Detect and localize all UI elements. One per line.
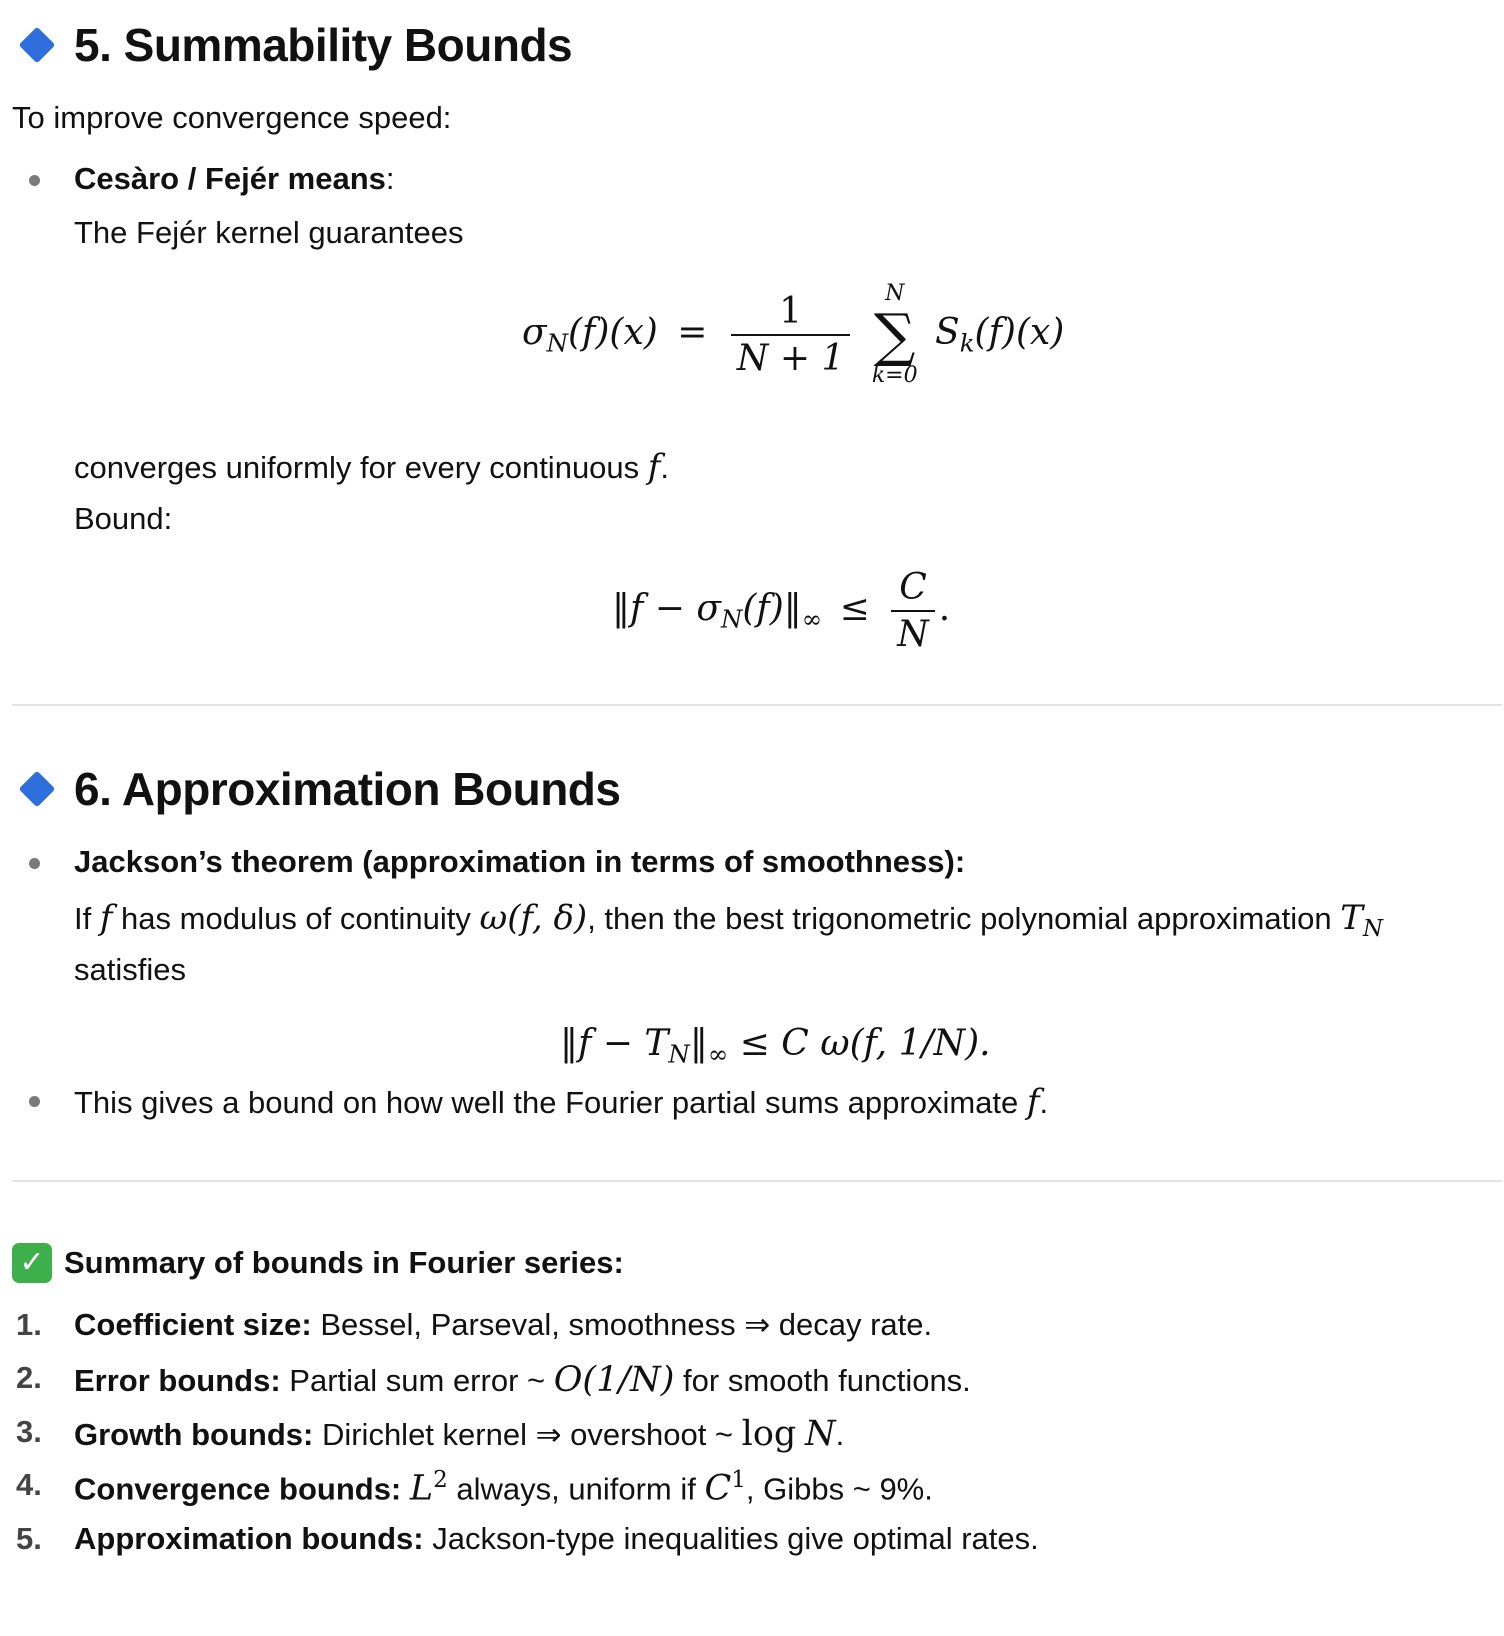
- list-number: 3.: [16, 1414, 42, 1449]
- rhs-args: (f)(x): [974, 312, 1065, 354]
- item-text: Dirichlet kernel ⇒ overshoot ~: [313, 1417, 742, 1452]
- sum-upper-limit: N: [885, 281, 905, 306]
- norm-sigma-subscript: N: [720, 604, 743, 634]
- converges-line: [74, 447, 669, 487]
- c-superscript: 1: [731, 1467, 746, 1493]
- list-number: 4.: [16, 1467, 42, 1502]
- infinity-subscript: ∞: [801, 604, 823, 634]
- t-subscript: N: [668, 1039, 690, 1069]
- list-number: 2.: [16, 1360, 42, 1395]
- divider: [12, 704, 1502, 706]
- period: .: [660, 450, 669, 485]
- item-text-after: , Gibbs ~ 9%.: [745, 1471, 933, 1507]
- bound-label: Bound:: [74, 501, 173, 536]
- infinity-subscript: ∞: [707, 1039, 729, 1069]
- bullet-dot: [29, 1096, 40, 1107]
- if-text: If: [74, 901, 100, 936]
- c-space: C: [704, 1468, 732, 1509]
- norm-lhs-rest: (f)‖: [742, 588, 802, 629]
- jackson-rhs: ≤ C ω(f, 1/N).: [728, 1023, 991, 1064]
- fraction-numerator: 1: [731, 289, 850, 336]
- item-label: Error bounds:: [74, 1363, 281, 1398]
- blue-diamond-icon: [19, 27, 56, 64]
- check-mark-icon: ✓: [12, 1243, 52, 1283]
- fejer-kernel-line: The Fejér kernel guarantees: [74, 215, 464, 250]
- summary-title: Summary of bounds in Fourier series:: [64, 1245, 624, 1280]
- fejer-mean-formula: [522, 282, 1064, 388]
- sum-symbol: ∑: [873, 301, 916, 370]
- l-space: L: [409, 1468, 434, 1509]
- bullet-heading-text: Cesàro / Fejér means: [74, 161, 386, 196]
- fraction-one-over-n-plus-one: [731, 289, 850, 381]
- list-number: 1.: [16, 1307, 42, 1342]
- summation: [872, 282, 918, 388]
- section5-title: 5. Summability Bounds: [74, 19, 573, 71]
- bullet-dot: [29, 175, 40, 186]
- omega-expression: ω(f, δ): [479, 898, 588, 938]
- bullet-dot: [29, 858, 40, 869]
- log-operator: log: [741, 1414, 797, 1454]
- fejer-bound-formula: [612, 565, 950, 657]
- sigma-subscript: N: [546, 328, 568, 358]
- lhs-args: (f)(x): [568, 312, 658, 354]
- item-text: Bessel, Parseval, smoothness ⇒ decay rate.: [311, 1307, 933, 1342]
- fraction-denominator: N: [897, 614, 929, 655]
- jackson-body-line2: satisfies: [74, 952, 186, 987]
- list-item: [74, 1467, 933, 1509]
- norm-lhs: ‖f − σ: [612, 588, 721, 629]
- item-text-after: for smooth functions.: [674, 1363, 971, 1398]
- jackson-body-line1: [74, 898, 1383, 942]
- item-text: always, uniform if: [447, 1471, 705, 1507]
- jackson-formula: [560, 1023, 991, 1068]
- best-approx-text: , then the best trigonometric polynomial approximation: [587, 901, 1341, 936]
- partial-sum-symbol: S: [935, 312, 960, 354]
- divider: [12, 1180, 1502, 1182]
- sum-lower-limit: k=0: [871, 363, 918, 389]
- bound-on-partial-sums: [74, 1082, 1048, 1122]
- modulus-text: has modulus of continuity: [112, 901, 480, 936]
- bullet-cesaro-heading: [74, 161, 395, 197]
- list-item: [74, 1360, 971, 1400]
- big-o-expression: O(1/N): [553, 1360, 675, 1400]
- list-item: [74, 1521, 1039, 1557]
- converges-text: converges uniformly for every continuous: [74, 450, 648, 485]
- var-f: f: [99, 898, 113, 938]
- var-f: f: [1026, 1082, 1040, 1122]
- equals-sign: =: [677, 312, 708, 354]
- blue-diamond-icon: [19, 771, 56, 808]
- jackson-heading: Jackson’s theorem (approximation in terms of smoothness):: [74, 844, 966, 879]
- fraction-numerator: C: [891, 565, 935, 612]
- item-label: Convergence bounds:: [74, 1471, 402, 1507]
- bullet2-text: This gives a bound on how well the Fourier partial sums approximate: [74, 1085, 1027, 1120]
- var-n: N: [804, 1414, 836, 1454]
- item-text-after: .: [835, 1417, 845, 1452]
- l-superscript: 2: [433, 1467, 448, 1493]
- partial-sum-subscript: k: [959, 328, 975, 358]
- section6-title: 6. Approximation Bounds: [74, 763, 621, 815]
- item-text: Jackson-type inequalities give optimal rates.: [423, 1521, 1039, 1556]
- t-subscript: N: [1362, 915, 1384, 942]
- list-item: [74, 1307, 932, 1343]
- norm-close: ‖: [689, 1023, 708, 1064]
- fraction-denominator: N + 1: [736, 338, 845, 380]
- item-label: Growth bounds:: [74, 1417, 314, 1452]
- bullet-heading-colon: :: [385, 161, 395, 196]
- section5-intro: To improve convergence speed:: [12, 100, 452, 135]
- leq-sign: ≤: [839, 588, 870, 629]
- period: .: [938, 588, 951, 629]
- list-number: 5.: [16, 1521, 42, 1556]
- item-label: Coefficient size:: [74, 1307, 312, 1342]
- fraction-c-over-n: [891, 565, 935, 657]
- var-f: f: [647, 447, 661, 487]
- var-t: T: [1340, 898, 1363, 938]
- list-item: [74, 1414, 844, 1454]
- period: .: [1039, 1085, 1049, 1120]
- sigma-symbol: σ: [522, 312, 547, 354]
- norm-lhs: ‖f − T: [560, 1023, 669, 1064]
- item-text: Partial sum error ~: [280, 1363, 554, 1398]
- item-label: Approximation bounds:: [74, 1521, 424, 1556]
